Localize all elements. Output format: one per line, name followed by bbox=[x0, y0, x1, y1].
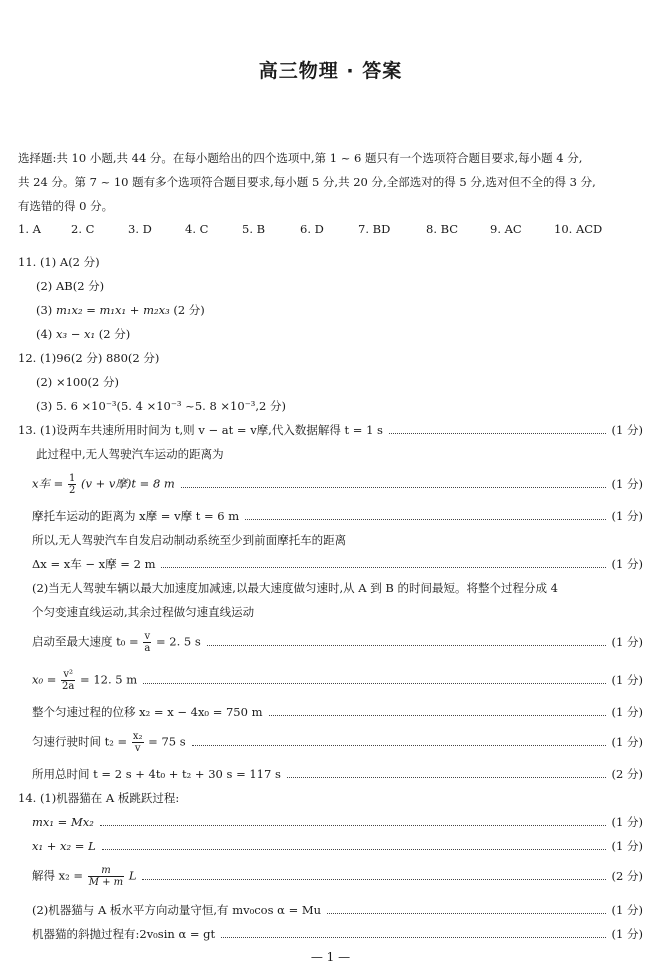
q13-step-score: (1 分) bbox=[611, 705, 643, 719]
q13-step-text: 摩托车运动的距离为 x摩 = v摩 t = 6 m bbox=[32, 509, 240, 523]
fraction-numerator: v bbox=[144, 630, 151, 642]
dot-leader bbox=[245, 519, 605, 520]
q13-step-10 bbox=[32, 668, 643, 692]
choice-answer: 7. BD bbox=[358, 222, 391, 236]
fraction-numerator: x₂ bbox=[132, 730, 143, 742]
page-title: 高三物理 · 答案 bbox=[258, 60, 403, 82]
intro-line-3: 有选错的得 0 分。 bbox=[18, 199, 114, 213]
choice-answer: 8. BC bbox=[426, 222, 459, 236]
intro-line-2: 共 24 分。第 7 ~ 10 题有多个选项符合题目要求,每小题 5 分,共 20 分,全部选对的得 5 分,选对但不全的得 3 分, bbox=[18, 175, 596, 189]
q13-step-text: 所用总时间 t = 2 s + 4t₀ + t₂ + 30 s = 117 s bbox=[32, 767, 281, 781]
q13-step-9 bbox=[32, 630, 643, 654]
q14-step-text bbox=[32, 865, 136, 888]
q13-step-5: 所以,无人驾驶汽车自发启动制动系统至少到前面摩托车的距离 bbox=[32, 533, 347, 547]
choice-answer: 6. D bbox=[300, 222, 324, 236]
q14-step-6 bbox=[32, 926, 643, 942]
choice-answer: 10. ACD bbox=[554, 222, 603, 236]
formula-rhs: = 12. 5 m bbox=[80, 672, 138, 686]
dot-leader bbox=[207, 645, 606, 646]
q14-step-4 bbox=[32, 864, 643, 888]
q13-step-11 bbox=[32, 704, 643, 720]
formula-lhs: x车 = bbox=[32, 476, 64, 490]
fraction bbox=[143, 631, 151, 654]
q14-step-2 bbox=[32, 814, 643, 830]
fraction-denominator: M + m bbox=[88, 876, 124, 888]
q11-part-label: (3) bbox=[36, 303, 53, 317]
dot-leader bbox=[142, 879, 605, 880]
q14-step-score: (1 分) bbox=[611, 927, 643, 941]
q11-formula: m₁x₂ = m₁x₁ + m₂x₃ bbox=[55, 303, 170, 317]
dot-leader bbox=[269, 715, 606, 716]
q11-line-1: 11. (1) A(2 分) bbox=[18, 255, 100, 269]
q13-step-text bbox=[32, 473, 175, 496]
fraction-denominator: v bbox=[134, 742, 141, 754]
dot-leader bbox=[192, 745, 606, 746]
fraction bbox=[68, 473, 76, 496]
q13-step-4 bbox=[32, 508, 643, 524]
dot-leader bbox=[327, 913, 606, 914]
choice-answer: 5. B bbox=[242, 222, 266, 236]
q14-step-text: 机器猫的斜抛过程有:2v₀sin α = gt bbox=[32, 927, 216, 941]
fraction bbox=[61, 669, 75, 692]
dot-leader bbox=[100, 825, 606, 826]
intro-line-1: 选择题:共 10 小题,共 44 分。在每小题给出的四个选项中,第 1 ~ 6 题只有一个选项符合题目要求,每小题 4 分, bbox=[18, 151, 583, 165]
q12-line-3: (3) 5. 6 ×10⁻³(5. 4 ×10⁻³ ~5. 8 ×10⁻³,2 分) bbox=[36, 399, 286, 413]
choice-answer: 4. C bbox=[185, 222, 209, 236]
dot-leader bbox=[181, 487, 606, 488]
q11-part-label: (4) bbox=[36, 327, 53, 341]
formula-lhs: 启动至最大速度 t₀ = bbox=[32, 634, 139, 648]
formula-rhs: L bbox=[128, 868, 137, 882]
q13-step-3 bbox=[32, 472, 643, 496]
dot-leader bbox=[161, 567, 605, 568]
choice-answers-row bbox=[18, 222, 638, 238]
q14-step-text: mx₁ = Mx₂ bbox=[32, 815, 94, 829]
choice-answer: 1. A bbox=[18, 222, 41, 236]
q13-step-2: 此过程中,无人驾驶汽车运动的距离为 bbox=[36, 447, 224, 461]
formula-lhs: x₀ = bbox=[32, 672, 57, 686]
q13-step-text: Δx = x车 − x摩 = 2 m bbox=[32, 557, 156, 571]
q14-step-5 bbox=[32, 902, 643, 918]
q13-step-text: 整个匀速过程的位移 x₂ = x − 4x₀ = 750 m bbox=[32, 705, 263, 719]
q13-step-score: (1 分) bbox=[611, 635, 643, 649]
q13-step-text: 13. (1)设两车共速所用时间为 t,则 v − at = v摩,代入数据解得 t = 1 s bbox=[18, 423, 383, 437]
choice-answer: 3. D bbox=[128, 222, 152, 236]
formula-lhs: 匀速行驶时间 t₂ = bbox=[32, 734, 128, 748]
q13-step-7: (2)当无人驾驶车辆以最大加速度加减速,以最大速度做匀速时,从 A 到 B 的时间最短。将整个过程分成 4 bbox=[32, 581, 558, 595]
q14-step-score: (1 分) bbox=[611, 903, 643, 917]
formula-rhs: (v + v摩)t = 8 m bbox=[80, 476, 175, 490]
formula-rhs: = 75 s bbox=[148, 734, 186, 748]
q13-step-score: (1 分) bbox=[611, 735, 643, 749]
q13-step-score: (1 分) bbox=[611, 673, 643, 687]
fraction-numerator: m bbox=[88, 865, 124, 877]
q14-step-text: (2)机器猫与 A 板水平方向动量守恒,有 mv₀cos α = Mu bbox=[32, 903, 322, 917]
fraction bbox=[132, 731, 144, 754]
q11-line-4 bbox=[36, 326, 130, 342]
q11-line-2: (2) AB(2 分) bbox=[36, 279, 105, 293]
q13-step-text bbox=[32, 731, 186, 754]
q12-line-1: 12. (1)96(2 分) 880(2 分) bbox=[18, 351, 160, 365]
dot-leader bbox=[389, 433, 606, 434]
q13-step-text bbox=[32, 631, 201, 654]
dot-leader bbox=[102, 849, 606, 850]
q13-step-score: (1 分) bbox=[611, 477, 643, 491]
dot-leader bbox=[143, 683, 605, 684]
q14-step-score: (1 分) bbox=[611, 839, 643, 853]
q13-step-12 bbox=[32, 730, 643, 754]
q11-line-3 bbox=[36, 302, 205, 318]
q14-step-score: (1 分) bbox=[611, 815, 643, 829]
q12-line-2: (2) ×100(2 分) bbox=[36, 375, 119, 389]
q13-step-text bbox=[32, 669, 137, 692]
q13-step-8: 个匀变速直线运动,其余过程做匀速直线运动 bbox=[32, 605, 255, 619]
q13-step-score: (1 分) bbox=[611, 423, 643, 437]
dot-leader bbox=[287, 777, 606, 778]
fraction bbox=[88, 865, 124, 888]
choice-answer: 2. C bbox=[71, 222, 95, 236]
q13-step-score: (1 分) bbox=[611, 509, 643, 523]
q13-step-1 bbox=[18, 422, 643, 438]
q13-step-score: (1 分) bbox=[611, 557, 643, 571]
fraction-denominator: 2 bbox=[68, 484, 76, 496]
dot-leader bbox=[221, 937, 605, 938]
page-number: — 1 — bbox=[310, 950, 351, 964]
q13-step-13 bbox=[32, 766, 643, 782]
fraction-numerator: v² bbox=[61, 669, 75, 681]
choice-answer: 9. AC bbox=[490, 222, 522, 236]
q11-formula: x₃ − x₁ bbox=[55, 327, 96, 341]
fraction-denominator: 2a bbox=[62, 680, 75, 692]
q13-step-6 bbox=[32, 556, 643, 572]
formula-rhs: = 2. 5 s bbox=[155, 634, 201, 648]
fraction-numerator: 1 bbox=[68, 472, 76, 484]
fraction-denominator: a bbox=[144, 642, 151, 654]
q14-step-score: (2 分) bbox=[611, 869, 643, 883]
q14-step-3 bbox=[32, 838, 643, 854]
q14-step-text: x₁ + x₂ = L bbox=[32, 839, 96, 853]
q11-score: (2 分) bbox=[173, 303, 205, 317]
q11-score: (2 分) bbox=[98, 327, 131, 341]
q13-step-score: (2 分) bbox=[611, 767, 643, 781]
formula-lhs: 解得 x₂ = bbox=[32, 868, 84, 882]
q14-step-1: 14. (1)机器猫在 A 板跳跃过程: bbox=[18, 791, 180, 805]
